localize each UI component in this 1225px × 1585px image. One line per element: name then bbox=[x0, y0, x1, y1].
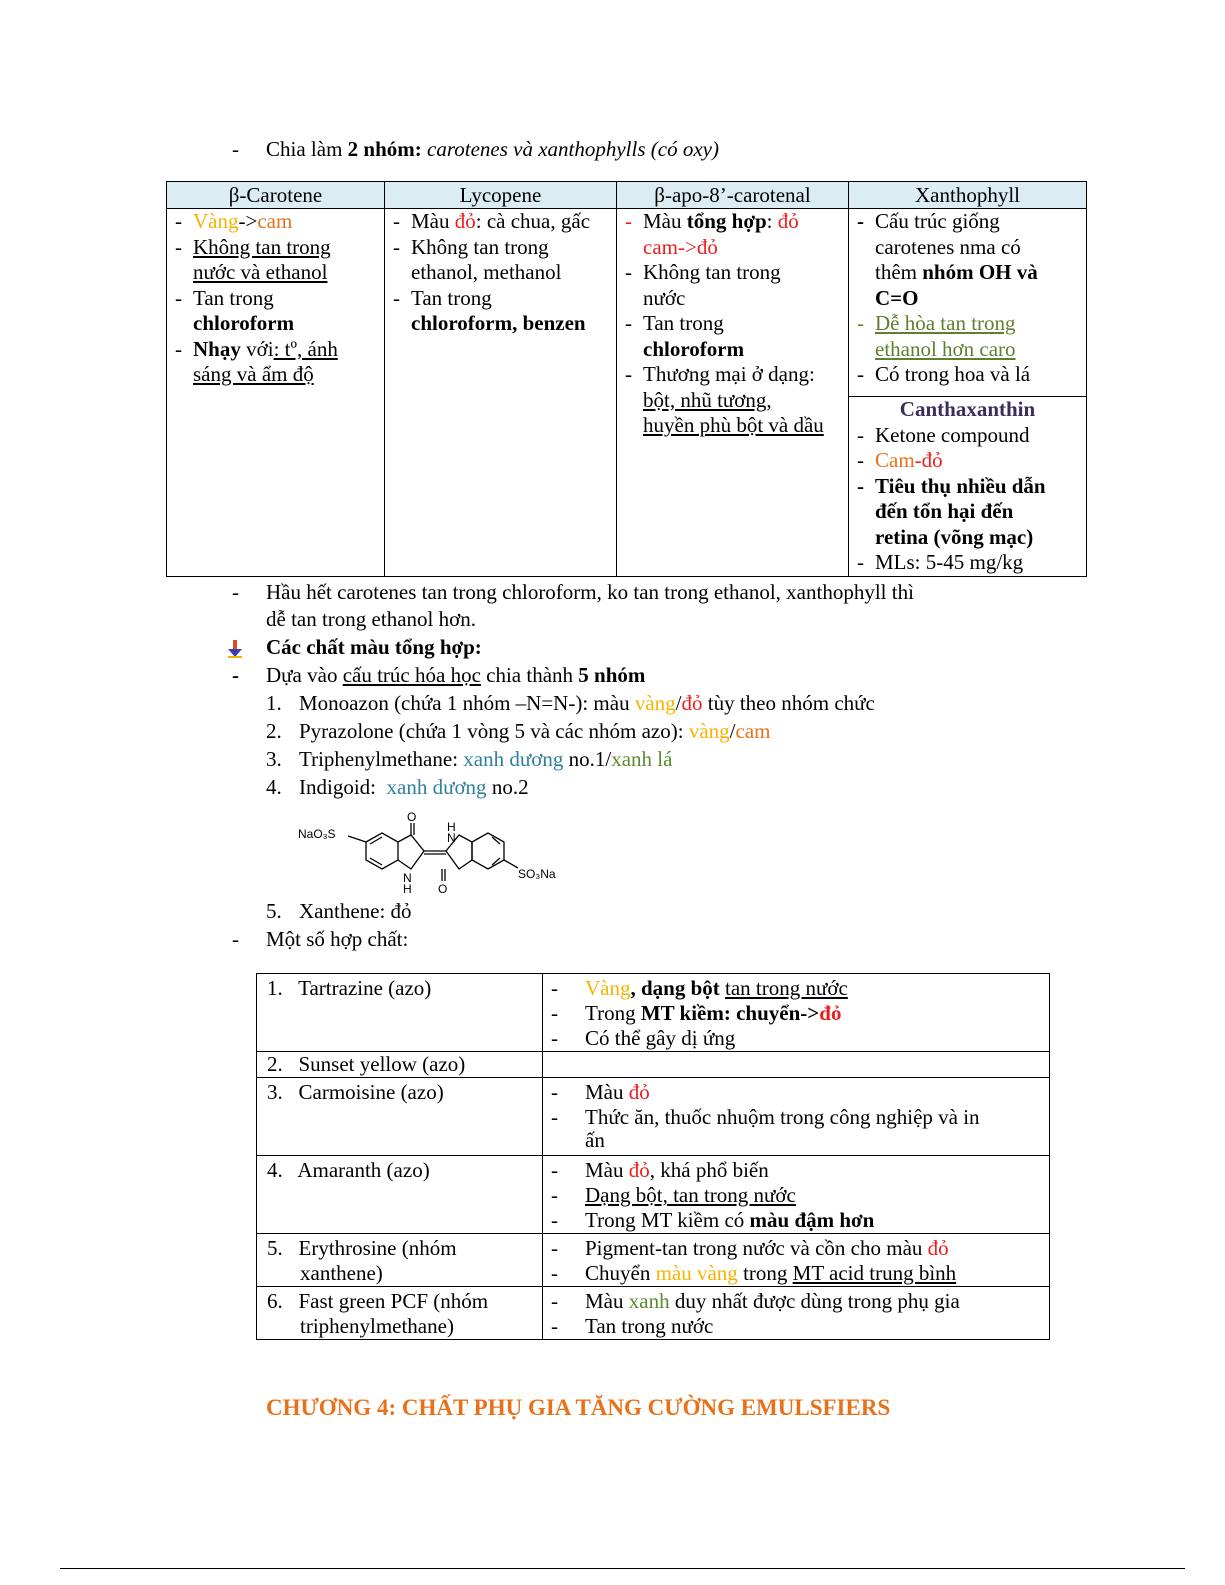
dash: - bbox=[551, 1001, 558, 1025]
list-item bbox=[266, 746, 673, 772]
text: Pyrazolone (chứa 1 vòng 5 và các nhóm azo): bbox=[299, 719, 689, 743]
text: huyền phù bột và dầu bbox=[643, 413, 824, 437]
text: Pigment-tan trong nước và cồn cho màu bbox=[585, 1236, 928, 1260]
color-red: đỏ bbox=[819, 1001, 842, 1025]
text: chloroform bbox=[643, 336, 745, 361]
compound-notes bbox=[543, 1287, 1050, 1340]
text: : tº, ánh bbox=[273, 336, 338, 361]
text: : cà chua, gấc bbox=[475, 209, 591, 233]
color-red: đỏ bbox=[777, 209, 799, 233]
text: carotenes nma có bbox=[875, 234, 1021, 259]
text: ethanol, methanol bbox=[411, 260, 562, 284]
table-row bbox=[257, 1052, 543, 1078]
text: Màu bbox=[585, 1289, 629, 1313]
color-green: xanh bbox=[628, 1289, 670, 1313]
dash: - bbox=[232, 137, 239, 161]
color-orange: Cam bbox=[875, 448, 915, 472]
canthaxanthin-title: Canthaxanthin bbox=[899, 397, 1036, 421]
text: cấu trúc hóa học bbox=[342, 663, 481, 687]
text: Không tan trong bbox=[643, 260, 781, 284]
color-blue: xanh dương bbox=[386, 775, 487, 799]
cell-canthaxanthin: Canthaxanthin - Ketone compound - Cam-đỏ - Tiêu thụ nhiều dẫn đến tổn hại đến retina (võng mạc) - MLs: 5-45 mg/kg bbox=[849, 397, 1087, 577]
text: , khá phổ biến bbox=[649, 1158, 769, 1182]
arrow-bullet-icon bbox=[228, 638, 242, 656]
header-lycopene: Lycopene bbox=[385, 182, 617, 209]
text: đến tổn hại đến bbox=[875, 499, 1014, 523]
color-orange: cam bbox=[257, 209, 293, 233]
text: duy nhất được dùng trong phụ gia bbox=[669, 1289, 960, 1313]
text: Dựa vào bbox=[266, 663, 343, 687]
text: Trong bbox=[585, 1001, 641, 1025]
compound-name: 5. Erythrosine (nhóm bbox=[267, 1236, 457, 1260]
dash: - bbox=[551, 1158, 558, 1182]
text: Màu bbox=[585, 1158, 629, 1182]
dash: - bbox=[551, 1236, 558, 1260]
text: MT acid trung bình bbox=[792, 1261, 957, 1285]
text: / bbox=[729, 719, 736, 743]
color-orange: cam bbox=[735, 719, 771, 743]
compound-notes bbox=[543, 974, 1050, 1052]
carotenoid-table bbox=[166, 181, 1087, 577]
compound-name: 6. Fast green PCF (nhóm bbox=[267, 1289, 489, 1313]
text: với bbox=[240, 336, 274, 361]
text: tổng hợp bbox=[686, 209, 767, 233]
text: nước bbox=[643, 285, 686, 310]
dash: - bbox=[551, 1026, 558, 1050]
header-beta-carotene: β-Carotene bbox=[167, 182, 385, 209]
cell-beta-carotene: - Vàng->cam - Không tan trong nước và ethanol - Tan trong chloroform - Nhạy với: tº, ánh sáng và ẩm độ bbox=[167, 209, 385, 577]
text: Tan trong bbox=[643, 311, 724, 335]
intro-italic: carotenes và xanthophylls (có oxy) bbox=[421, 137, 719, 161]
text: Một số hợp chất: bbox=[266, 927, 409, 951]
color-blue: xanh dương bbox=[463, 747, 564, 771]
text: Monoazon (chứa 1 nhóm –N=N-): màu bbox=[299, 691, 635, 715]
compound-name: 1. Tartrazine (azo) bbox=[267, 976, 432, 1000]
color-red: đỏ bbox=[628, 1080, 650, 1104]
color-red: đỏ bbox=[681, 691, 703, 715]
text: MLs: 5-45 mg/kg bbox=[875, 550, 1024, 574]
text: Có trong hoa và lá bbox=[875, 362, 1031, 386]
molecule-o-top: O bbox=[407, 810, 417, 824]
dash: - bbox=[551, 1208, 558, 1232]
text: Có thể gây dị ứng bbox=[585, 1026, 736, 1050]
text: Ketone compound bbox=[875, 422, 1030, 447]
text: tan trong nước bbox=[725, 976, 848, 1000]
color-red: đỏ bbox=[454, 209, 476, 233]
list-item bbox=[266, 774, 529, 800]
text: Thương mại ở dạng: bbox=[643, 362, 815, 386]
text: sáng và ẩm độ bbox=[193, 362, 314, 386]
molecule-h-bottom: H bbox=[403, 882, 412, 896]
paragraph: - Dựa vào cấu trúc hóa học chia thành 5 nhóm bbox=[232, 663, 646, 687]
text: Tan trong bbox=[193, 285, 274, 310]
color-red: đỏ bbox=[921, 448, 943, 472]
text: Không tan trong bbox=[411, 234, 549, 259]
color-red: đỏ bbox=[927, 1236, 949, 1260]
compound-notes bbox=[543, 1078, 1050, 1156]
dash: - bbox=[551, 1289, 558, 1313]
text: chia thành bbox=[480, 663, 579, 687]
intro-bold: 2 nhóm: bbox=[347, 137, 422, 161]
text: Màu bbox=[411, 209, 455, 233]
text: 2. bbox=[266, 719, 282, 743]
list-item bbox=[266, 718, 771, 744]
color-yellow: vàng bbox=[634, 691, 676, 715]
color-red: cam->đỏ bbox=[643, 234, 718, 259]
text: MT kiềm: chuyển-> bbox=[640, 1001, 820, 1025]
molecule-n-bottom: N bbox=[403, 871, 412, 885]
dash: - bbox=[551, 976, 558, 1000]
text: trong bbox=[737, 1261, 793, 1285]
header-apo-carotenal: β-apo-8’-carotenal bbox=[617, 182, 849, 209]
text: ấn bbox=[585, 1128, 605, 1152]
text: Dạng bột, tan trong nước bbox=[585, 1183, 796, 1207]
molecule-left-label: NaO₃S bbox=[298, 827, 336, 841]
paragraph: - Hầu hết carotenes tan trong chloroform, ko tan trong ethanol, xanthophyll thì bbox=[232, 580, 914, 604]
text: Chuyển bbox=[585, 1261, 656, 1285]
text: nước và ethanol bbox=[193, 260, 328, 284]
molecule-h-top: H bbox=[447, 820, 456, 834]
color-yellow: vàng bbox=[688, 719, 730, 743]
text: 5. bbox=[266, 899, 282, 923]
text: no.1/ bbox=[563, 747, 612, 771]
compound-notes bbox=[543, 1234, 1050, 1287]
dash: - bbox=[551, 1080, 558, 1104]
text: : bbox=[766, 209, 778, 233]
compound-name: xanthene) bbox=[300, 1261, 383, 1285]
molecule-right-label: SO₃Na bbox=[518, 867, 556, 881]
table-row bbox=[257, 1156, 543, 1234]
text: Tan trong nước bbox=[585, 1314, 714, 1338]
text: thêm bbox=[875, 260, 923, 284]
list-item bbox=[266, 690, 875, 716]
text: Tiêu thụ nhiều dẫn bbox=[875, 473, 1046, 498]
compound-name: 2. Sunset yellow (azo) bbox=[267, 1052, 466, 1076]
text: Trong MT kiềm có bbox=[585, 1208, 750, 1232]
cell-apo-carotenal: - Màu tổng hợp: đỏ cam->đỏ - Không tan trong nước - Tan trong chloroform - Thương mại ở dạng: bột, nhũ tương, huyền phù bột và dầu bbox=[617, 209, 849, 577]
text: Màu bbox=[643, 209, 687, 233]
compound-name: 4. Amaranth (azo) bbox=[267, 1158, 430, 1182]
text: bột, nhũ tương, bbox=[643, 387, 772, 412]
dash: - bbox=[551, 1314, 558, 1338]
compound-notes bbox=[543, 1156, 1050, 1234]
text: Xanthene: đỏ bbox=[299, 899, 412, 923]
cell-xanthophyll: - Cấu trúc giống carotenes nma có thêm nhóm OH và C=O - Dễ hòa tan trong ethanol hơn caro - Có trong hoa và lá bbox=[849, 209, 1087, 397]
dash: - bbox=[551, 1183, 558, 1207]
list-item bbox=[266, 898, 412, 924]
text: dạng bột bbox=[641, 976, 720, 1000]
text: tùy theo nhóm chức bbox=[702, 691, 875, 715]
table-row bbox=[257, 1234, 543, 1287]
table-row bbox=[257, 1287, 543, 1340]
table-row bbox=[257, 974, 543, 1052]
text: 1. bbox=[266, 691, 282, 715]
text: ethanol hơn caro bbox=[875, 336, 1016, 361]
text: 4. bbox=[266, 775, 282, 799]
intro-line bbox=[232, 136, 719, 162]
molecule-n-top: N bbox=[447, 831, 456, 845]
text: Hầu hết carotenes tan trong chloroform, ko tan trong ethanol, xanthophyll thì bbox=[266, 580, 914, 604]
text: retina (võng mạc) bbox=[875, 524, 1034, 549]
text: Cấu trúc giống bbox=[875, 209, 1000, 233]
table-row bbox=[257, 1078, 543, 1156]
text: - bbox=[914, 448, 922, 472]
text: Triphenylmethane: bbox=[299, 747, 464, 771]
text: 5 nhóm bbox=[578, 663, 646, 687]
dash: - bbox=[551, 1261, 558, 1285]
text: Nhạy bbox=[193, 336, 241, 361]
dash: - bbox=[551, 1105, 558, 1129]
indigo-molecule-figure bbox=[296, 808, 566, 898]
color-green: xanh lá bbox=[611, 747, 673, 771]
paragraph: - Một số hợp chất: bbox=[232, 927, 409, 951]
compound-notes bbox=[543, 1052, 1050, 1078]
text: , bbox=[630, 976, 641, 1000]
text: Indigoid: bbox=[299, 775, 387, 799]
text: chloroform bbox=[193, 311, 295, 335]
cell-lycopene: - Màu đỏ: cà chua, gấc - Không tan trong ethanol, methanol - Tan trong chloroform, benzen bbox=[385, 209, 617, 577]
text: Dễ hòa tan trong bbox=[875, 311, 1016, 335]
text: C=O bbox=[875, 285, 919, 310]
molecule-o-bottom: O bbox=[438, 882, 448, 896]
text: Tan trong bbox=[411, 285, 492, 310]
intro-prefix: Chia làm bbox=[266, 137, 348, 161]
compounds-table bbox=[256, 973, 1050, 1340]
text: 3. bbox=[266, 747, 282, 771]
text: Không tan trong bbox=[193, 234, 331, 259]
text: nhóm OH và bbox=[922, 260, 1038, 284]
text: no.2 bbox=[486, 775, 529, 799]
text: Màu bbox=[585, 1080, 629, 1104]
color-red: đỏ bbox=[628, 1158, 650, 1182]
color-yellow: Vàng bbox=[585, 976, 631, 1000]
text: chloroform, benzen bbox=[411, 311, 586, 335]
text: / bbox=[675, 691, 682, 715]
compound-name: 3. Carmoisine (azo) bbox=[267, 1080, 444, 1104]
text: màu đậm hơn bbox=[749, 1208, 875, 1232]
color-yellow: màu vàng bbox=[655, 1261, 738, 1285]
arrow: -> bbox=[238, 209, 258, 233]
color-yellow: Vàng bbox=[193, 209, 239, 233]
compound-name: triphenylmethane) bbox=[300, 1314, 454, 1338]
text: dễ tan trong ethanol hơn. bbox=[266, 607, 476, 631]
text: Thức ăn, thuốc nhuộm trong công nghiệp và in bbox=[585, 1105, 980, 1129]
header-xanthophyll: Xanthophyll bbox=[849, 182, 1087, 209]
text: Các chất màu tổng hợp: bbox=[266, 635, 482, 659]
page-bottom-rule bbox=[60, 1568, 1185, 1569]
chapter-heading: CHƯƠNG 4: CHẤT PHỤ GIA TĂNG CƯỜNG EMULSFIERS bbox=[266, 1395, 891, 1420]
